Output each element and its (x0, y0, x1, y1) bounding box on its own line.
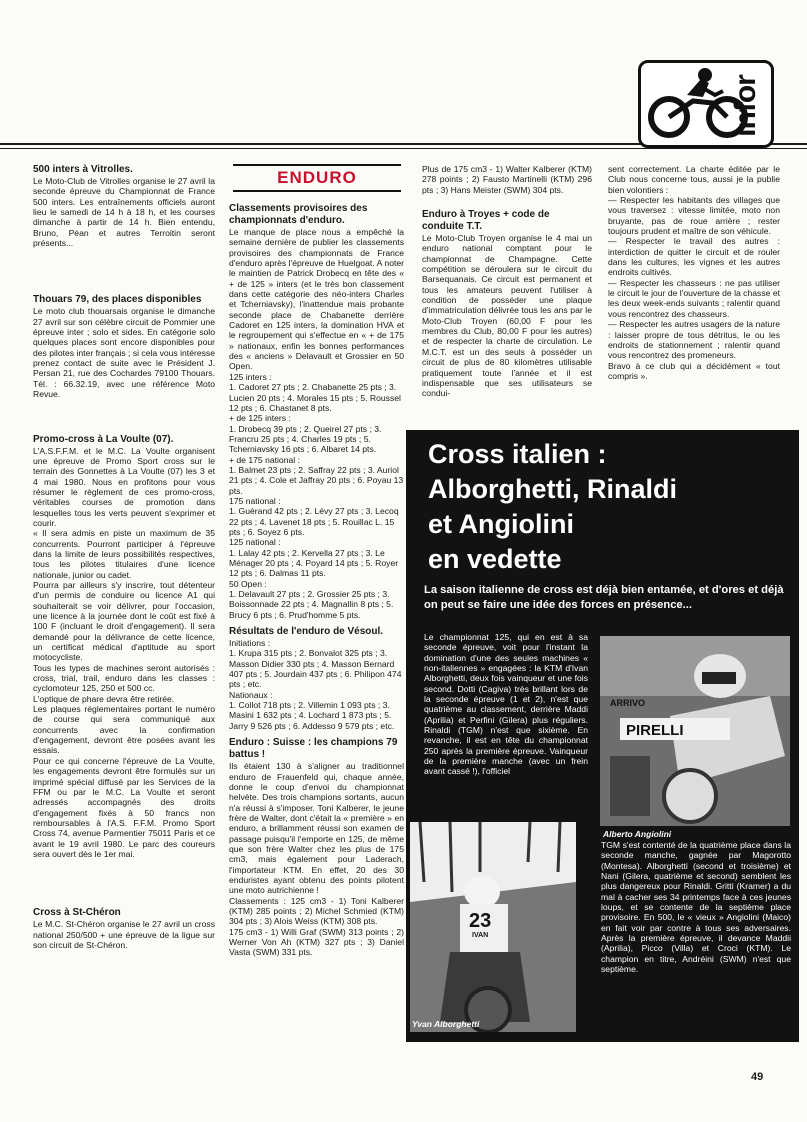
article-title: Classements provisoires des championnats d'enduro. (229, 203, 368, 226)
infor-logo (638, 60, 774, 148)
photo-alborghetti (410, 822, 576, 1032)
article-title: Enduro à Troyes + code de conduite T.T. (422, 209, 550, 233)
feature-title-line: et Angiolini (428, 509, 574, 539)
results-list: Initiations : 1. Krupa 315 pts ; 2. Bonvalot 325 pts ; 3. Masson Didier 330 pts ; 4. Masson Bernard 407 pts ; 5. Jourdain 437 pts ; 6. Philipon 474 pts ; etc. Nationaux : 1. Collot 718 pts ; 2. Villemin 1 093 pts ; 3. Masini 1 632 pts ; 4. Lochard 1 873 pts ; 5. Jarry 9 526 pts ; 6. Addesso 9 579 pts ; etc. (229, 638, 402, 731)
feature-title (428, 437, 778, 577)
section-header-enduro (233, 164, 401, 192)
logo-word: infor (729, 75, 763, 137)
rider-name-bib: IVAN (472, 932, 489, 939)
article-body: Le M.C. St-Chéron organise le 27 avril un cross national 250/500 + une épreuve de la ligue sur son circuit de St-Chéron. (33, 919, 215, 950)
feature-body-2 (601, 840, 791, 974)
article-body: L'A.S.F.F.M. et le M.C. La Voulte organisent une épreuve de Promo Sport cross sur le terrain des Gonnettes à La Voulte (07) les 3 et 4 mai 1980. Nous en profitons pour vous résumer le règlement de ces promo-cross, véritables courses de promotion dans lesquelles tous les verts peuvent s'exprimer et courir. « Il sera admis en piste un maximum de 35 concurrents. Pourront participer à l'épreuve dans la limite de leurs possibilités respectives, tous les pilotes titulaires d'une licence nationale, junior ou cadet. Pourra par ailleurs s'y inscrire, tout détenteur d'un permis de conduire ou licence A1 qui souhaiterait se voir délivrer, pour l'occasion, une licence à la journée dont le coût est fixé à 100 F (incluant le droit d'engagement). Il sera demandé pour la délivrance de cette licence, un certificat médical d'aptitude au sport motocycliste. Tous les types de machines seront autorisés : cross, trial, trail, enduro dans les classes : cyclomoteur 125, 250 et 500 cc. L'optique de phare devra être retirée. Les plaques réglementaires portant le numéro de course qui sera communiqué aux concurrents avec la confirmation d'engagement, devront être posées avant les essais. Pour ce qui concerne l'épreuve de La Voulte, les engagements devront être formulés sur un imprimé spécial diffusé par les Services de la FFM ou par le M.C. La Voulte et seront adressés accompagnés des droits d'engagement fixés à 50 francs non remboursables à l'A.S. F.F.M. Promo Sport Cross 74, avenue Parmentier 75011 Paris et ce avant le 19 avril 1980. Le parc des coureurs sera ouvert dès le 1er mai. (33, 445, 215, 859)
column-3 (422, 164, 592, 399)
race-number: 23 (469, 910, 492, 932)
article-body: Le championnat 125, qui en est à sa seconde épreuve, voit pour l'instant la domination d'une des seules machines « non-italiennes » engagées : la KTM d'Ivan Alborghetti, deux fois vainqueur et une fois second. Dotti (Cagiva) très brillant lors de la seconde épreuve (1 et 2), n'est que quatrième au classement, derrière Maddi (Aprilia) et Perfini (Gilera) plus réguliers. Rinaldi (TGM) n'est que sixième. En revanche, il est en tête du championnat 250 après la première épreuve. Vainqueur de la première manche (avec un frein avant cassé !), l'officiel (424, 632, 588, 777)
section-label: ENDURO (277, 168, 357, 187)
article-body: Le Moto-Club Troyen organise le 4 mai un enduro national comptant pour le championnat de Champagne. Cette compétition se déroulera sur le circuit du Barsequanais. Ce circuit est permanent et tous les amateurs peuvent l'utiliser à condition de posséder une plaque d'immatriculation délivrée tous les ans par le Moto-Club Troyen (60,00 F pour les membres du Club, 80,00 F pour les autres) et de respecter la charte de circulation. Le M.C.T. est un des seuls à posséder un circuit de plus de 80 kilomètres utilisable pratiquement toute l'année et il est indispensable que ses utilisateurs se condui- (422, 233, 592, 399)
column-2 (229, 203, 404, 958)
photo-caption: Yvan Alborghetti (412, 1019, 480, 1029)
brand-banner: ARRIVO (610, 698, 646, 708)
article-body: Ils étaient 130 à s'aligner au traditionnel enduro de Frauenfeld qui, chaque année, donne le coup d'envoi du championnat helvète. Des trois champions sortants, aucun n'a réussi à s'imposer. Toni Kalberer, le jeune frère de Walter, dont c'était la « première » en enduro, a brillamment réussi son examen de passage puisqu'il l'emporte en 125, de même que son frère Walter chez les plus de 175 cm3, mais également pour Laderach, l'importateur KTM. En effet, 20 des 30 enduristes ayant obtenu des points pilotent une moto autrichienne ! Classements : 125 cm3 - 1) Toni Kalberer (KTM) 285 points ; 2) Michel Schmied (KTM) 304 pts ; 3) Alois Weiss (KTM) 308 pts. 175 cm3 - 1) Willi Graf (SWM) 313 points ; 2) Werner Von Ah (KTM) 327 pts ; 3) Daniel Vasta (SWM) 331 pts. (229, 761, 404, 958)
feature-title-line: Cross italien : (428, 439, 607, 469)
rider-photo-illustration (410, 822, 576, 1032)
results-list: 125 inters : 1. Cadoret 27 pts ; 2. Chabanette 25 pts ; 3. Lucien 20 pts ; 4. Morales 15 pts ; 5. Roussel 12 pts ; 6. Chastanet 8 pts. + de 125 inters : 1. Drobecq 39 pts ; 2. Queirel 27 pts ; 3. Francru 25 pts ; 4. Charles 19 pts ; 5. Tcherniavsky 16 pts ; 6. Albaret 14 pts. + de 175 national : 1. Balmet 23 pts ; 2. Saffray 22 pts ; 3. Auriol 21 pts ; 4. Cole et Jaffray 20 pts ; 6. Poyau 13 pts. 175 national : 1. Guérand 42 pts ; 2. Lévy 27 pts ; 3. Lecoq 22 pts ; 4. Lavenet 18 pts ; 5. Rouillac L. 15 pts ; 6. Soyez 6 pts. 125 national : 1. Lalay 42 pts ; 2. Kervella 27 pts ; 3. Le Ménager 20 pts ; 4. Poyard 14 pts ; 5. Royer 12 pts ; 6. Dalmas 11 pts. 50 Open : 1. Delavault 27 pts ; 2. Grossier 25 pts ; 3. Boissonnade 22 pts ; 4. Magnallin 8 pts ; 5. Brucy 6 pts ; 6. Prud'homme 5 pts. (229, 371, 404, 620)
article-title: 500 inters à Vitrolles. (33, 164, 133, 175)
column-4 (608, 164, 780, 381)
article-body: Le moto club thouarsais organise le dimanche 27 avril sur son célèbre circuit de Pommier une épreuve inter ; solo et sides. En catégorie solo quelques places sont encore disponibles pour des pilotes inter français ; si cela vous intéresse prenez contact de suite avec le Président J. Persan 21, rue des Cochardes 79100 Thouars. Tél. : 66.32.19, avec une référence Moto Revue. (33, 306, 215, 400)
photo-caption: Alberto Angiolini (603, 829, 672, 839)
article-body: sent correctement. La charte éditée par le Club nous concerne tous, aussi je la publie bien volontiers : — Respecter les habitants des villages que vous traversez : vitesse limitée, moto non bruyante, pas de roue arrière ; rester toujours prudent et maître de son véhicule. — Respecter le travail des autres : interdiction de quitter le circuit et de rouler dans les cultures, les vignes et les autres endroits cultivés. — Respecter les chasseurs : ne pas utiliser le circuit le jour de l'ouverture de la chasse et les deux week-ends suivants ; ralentir quand vous rencontrez des chasseurs. — Respecter les autres usagers de la nature : laisser propre de tous détritus, le ou les endroits de stationnement ; ralentir quand vous rencontrez des promeneurs. Bravo à ce club qui a décidément « tout compris ». (608, 164, 780, 381)
article-title: Résultats de l'enduro de Vésoul. (229, 626, 384, 638)
column-1 (33, 164, 215, 950)
article-body: Le Moto-Club de Vitrolles organise le 27 avril la seconde épreuve du Championnat de France 500 inters. Les entraînements officiels auront lieu le samedi de 14 h à 18 h, et les courses dimanche à partir de 14 h. Bien entendu, Bruno, Péan et autres Terroitin seront présents... (33, 176, 215, 249)
article-body: Plus de 175 cm3 - 1) Walter Kalberer (KTM) 278 points ; 2) Fausto Martinelli (KTM) 296 pts ; 3) Hans Meister (SWM) 304 pts. (422, 164, 592, 195)
article-title: Enduro : Suisse : les champions 79 battus ! (229, 737, 398, 761)
feature-title-line: Alborghetti, Rinaldi (428, 474, 677, 504)
page-number: 49 (751, 1071, 764, 1083)
feature-body-1 (424, 632, 588, 777)
article-body: TGM s'est contenté de la quatrième place dans la seconde manche, gagnée par Magorotto (Montesa). Alborghetti (second et troisième) et Nani (Gilera, quatrième et second) semblent les plus dangereux pour Rinaldi. Gritti (Kramer) a du mal à cacher ses 34 printemps face à ces jeunes loups, et se contente de la septième place provisoire. En 500, le « vieux » Angiolini (Maico) en fait voir par contre à tous ses adversaires. Après la première épreuve, il devance Maddii (Aprilia), Picco (Villa) et Croci (KTM). Le champion en titre, Andréini (SWM) n'est que septième. (601, 840, 791, 975)
article-title: Thouars 79, des places disponibles (33, 294, 202, 306)
feature-title-line: en vedette (428, 544, 562, 574)
article-body: Le manque de place nous a empêché la semaine dernière de publier les classements provisoires des championnats de France d'enduro après l'épreuve de Huelgoat. A noter le maintien de Patrick Drobecq en tête des « + de 125 » inters (et le très bon classement dans cette catégorie des néo-inters Charles et Tcherniavsky), l'inattendue mais probante seconde place de Chabanette derrière Cadoret en 125 inters, la domination HVA et le regroupement qui s'effectue en « + de 175 » nationaux, enfin les bonnes performances des « anciens » Delavault et Grossier en 50 Open. (229, 227, 404, 372)
header-rule-thin (0, 148, 807, 149)
brand-banner: PIRELLI (626, 722, 684, 739)
article-title: Promo-cross à La Voulte (07). (33, 433, 174, 445)
feature-lead: La saison italienne de cross est déjà bien entamée, et d'ores et déjà on peut se faire une idée des forces en présence... (424, 584, 784, 611)
article-title: Cross à St-Chéron (33, 907, 121, 919)
photo-angiolini (600, 636, 790, 826)
